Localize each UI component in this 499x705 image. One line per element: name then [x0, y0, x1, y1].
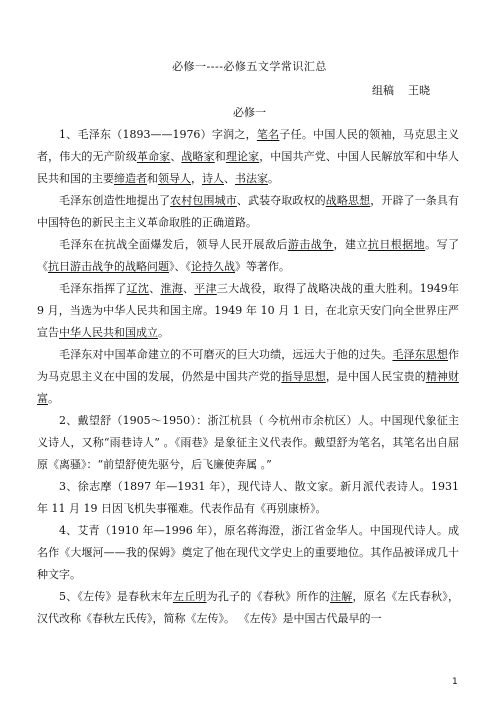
text-run: ，是中国人民宝贵的: [325, 370, 426, 383]
paragraph: [37, 476, 459, 520]
underlined-term: 诗人: [202, 172, 224, 185]
author-line: [372, 82, 430, 98]
paragraph: [37, 344, 459, 410]
text-run: ，: [191, 172, 202, 185]
underlined-term: 中华人民共和国成立: [59, 326, 158, 339]
text-run: 毛泽东创造性地提出了: [59, 194, 171, 207]
paragraph: [37, 410, 459, 476]
text-run: 》等著作。: [235, 260, 290, 273]
underlined-term: 论持久战: [191, 260, 235, 273]
text-run: 子任。中国人民的领袖，马克思主义者，伟大的无产阶级: [37, 128, 459, 163]
text-run: ，中国共产党、中国人民解放军和中华人民共和国的主要: [37, 150, 460, 185]
text-run: 为孔子的《春秋》所作的: [206, 590, 331, 603]
paragraph: [37, 234, 459, 278]
underlined-term: 书法家: [235, 172, 268, 185]
text-run: 。: [48, 392, 59, 405]
paragraph: [37, 190, 459, 234]
paragraph: [37, 586, 459, 630]
underlined-term: 领导人: [158, 172, 191, 185]
text-run: 、: [183, 282, 195, 295]
underlined-term: 农村包围城市: [170, 194, 237, 207]
text-run: ，建立: [333, 238, 368, 251]
text-run: 2、戴望舒（1905～1950）：浙江杭县（ 今杭州市余杭区）人。中国现代象征主义诗人，又称“雨巷诗人” 。《雨巷》是象征主义代表作。戴望舒为笔名，其笔名出自屈原《离骚》：“前望舒使先驱兮，后飞廉使奔属 。”: [37, 414, 459, 471]
paragraph: [37, 520, 459, 586]
text-run: ，原名《左氏春秋》，汉代改称《春秋左氏传》，简称《左传》。 《左传》是中国古代最早的一: [37, 590, 460, 625]
paragraph: [37, 278, 459, 344]
author-name: 王晓: [408, 84, 430, 97]
section-heading: 必修一: [233, 106, 266, 119]
underlined-term: 左丘明: [172, 590, 207, 603]
text-run: 5、《左传》是春秋末年: [59, 590, 173, 603]
text-run: 三大战役，取得了战略决战的重大胜利。1949年 9 月，当选为中华人民共和国主席。1949 年 10 月 1 日，在北京天安门向全世界庄严宣告: [37, 282, 460, 339]
author-role: 组稿: [372, 84, 394, 97]
text-run: 》、《: [169, 260, 191, 273]
text-run: 毛泽东在抗战全面爆发后，领导人民开展敌后: [59, 238, 288, 251]
text-run: 、: [170, 150, 182, 163]
text-run: 4、艾青（1910 年—1996 年），原名蒋海澄，浙江省金华人。中国现代诗人。成名作《大堰河——我的保姆》奠定了他在现代文学史上的重要地位。其作品被译成几十种文字。: [37, 524, 459, 581]
underlined-term: 抗日游击战争的战略问题: [48, 260, 169, 273]
text-run: 。: [158, 326, 169, 339]
underlined-term: 指导思想: [281, 370, 326, 383]
text-run: 作为马克思主义在中国的发展，仍然是中国共产党的: [37, 348, 460, 383]
underlined-term: 游击战争: [287, 238, 334, 251]
underlined-term: 淮海: [160, 282, 184, 295]
text-run: 和: [214, 150, 226, 163]
underlined-term: 抗日根据地: [367, 238, 426, 251]
underlined-term: 战略思想: [325, 194, 371, 207]
underlined-term: 平津: [194, 282, 217, 295]
underlined-term: 缔造者: [114, 172, 147, 185]
underlined-term: 笔名: [256, 128, 280, 141]
underlined-term: 毛泽东思想: [392, 348, 449, 361]
underlined-term: 精神财富: [37, 370, 460, 405]
text-run: 毛泽东对中国革命建立的不可磨灭的巨大功绩，远远大于他的过失。: [59, 348, 393, 361]
text-run: 。写了《: [37, 238, 460, 273]
underlined-term: 理论家: [225, 150, 260, 163]
text-run: 毛泽东指挥了: [59, 282, 127, 295]
underlined-term: 战略家: [181, 150, 215, 163]
underlined-term: 辽沈: [126, 282, 150, 295]
page-number: 1: [452, 677, 458, 687]
text-run: 、武装夺取政权的: [236, 194, 326, 207]
text-run: 和: [147, 172, 158, 185]
document-title: 必修一----必修五文学常识汇总: [172, 60, 327, 73]
text-run: 、: [224, 172, 235, 185]
text-run: 、: [149, 282, 161, 295]
text-run: 1、毛泽东（1893——1976）字润之，: [59, 128, 257, 141]
text-run: 3、徐志摩（1897 年—1931 年），现代诗人、散文家。新月派代表诗人。1931年 11 月 19 日因飞机失事罹难。代表作品有《再别康桥》。: [37, 480, 459, 515]
text-run: ，开辟了一条具有中国特色的新民主主义革命取胜的正确道路。: [37, 194, 460, 229]
document-body: [37, 124, 459, 630]
text-run: 。: [268, 172, 279, 185]
underlined-term: 革命家: [136, 150, 171, 163]
underlined-term: 注解: [330, 590, 353, 603]
paragraph: [37, 124, 459, 190]
